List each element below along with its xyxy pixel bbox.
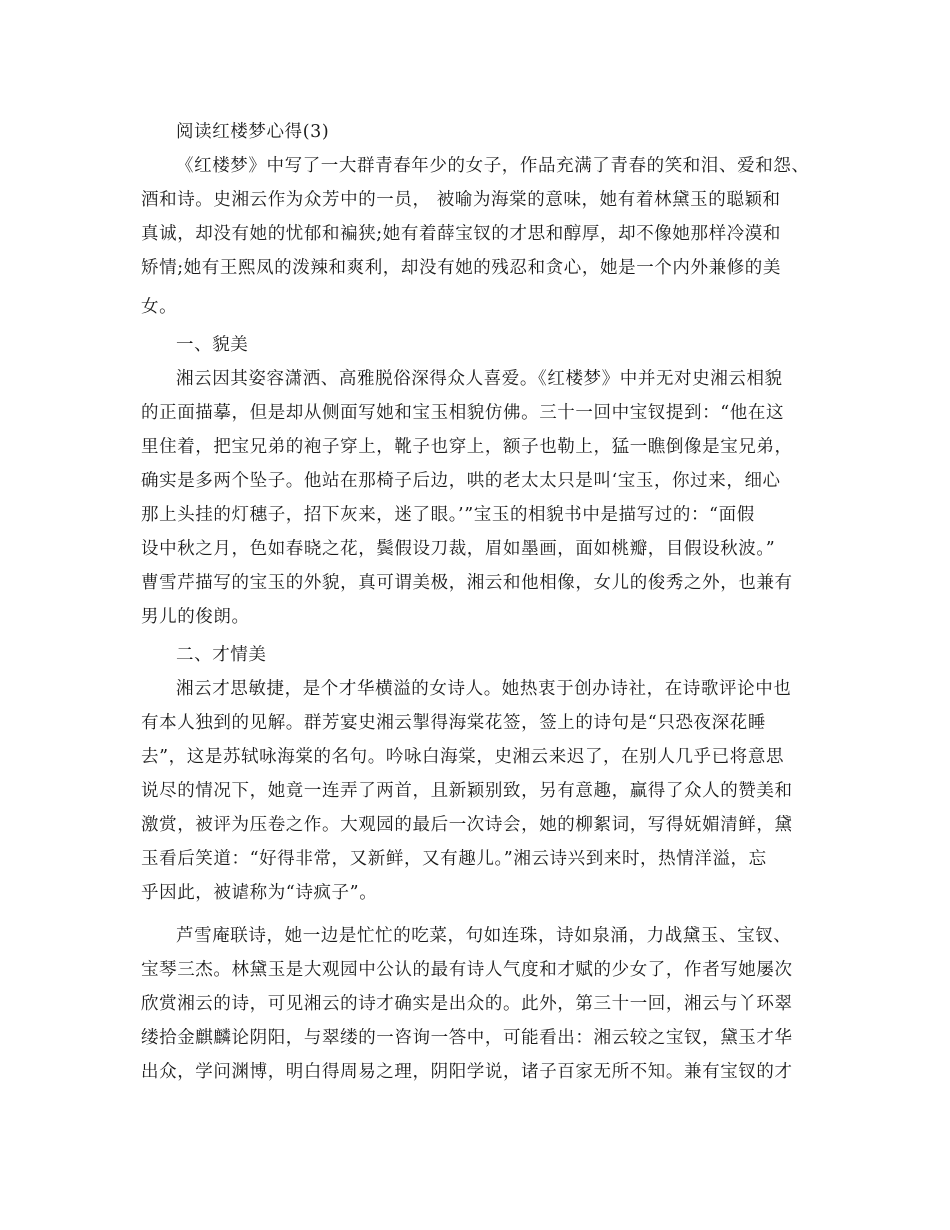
document-title: 阅读红楼梦心得(3) (176, 122, 330, 142)
paragraph-line: 缕拾金麒麟论阴阳，与翠缕的一咨询一答中，可能看出：湘云较之宝钗，黛玉才华 (141, 1028, 793, 1048)
paragraph-line: 激赏，被评为压卷之作。大观园的最后一次诗会，她的柳絮词，写得妩媚清鲜，黛 (141, 815, 793, 835)
paragraph-line: 有本人独到的见解。群芳宴史湘云掣得海棠花签，签上的诗句是“只恐夜深花睡 (141, 713, 766, 733)
paragraph-line: 去”，这是苏轼咏海棠的名句。吟咏白海棠，史湘云来迟了，在别人几乎已将意思 (141, 747, 785, 767)
paragraph-line: 真诚，却没有她的忧郁和褊狭;她有着薛宝钗的才思和醇厚，却不像她那样冷漠和 (141, 224, 781, 244)
paragraph-line: 里住着，把宝兄弟的袍子穿上，靴子也穿上，额子也勒上，猛一瞧倒像是宝兄弟， (141, 437, 793, 457)
paragraph-line: 湘云才思敏捷，是个才华横溢的女诗人。她热衷于创办诗社，在诗歌评论中也 (176, 679, 792, 699)
paragraph-line: 说尽的情况下，她竟一连弄了两首，且新颖别致，另有意趣，赢得了众人的赞美和 (141, 781, 793, 801)
paragraph-line: 玉看后笑道：“好得非常，又新鲜，又有趣儿。”湘云诗兴到来时，热情洋溢，忘 (141, 849, 767, 869)
paragraph-line: 湘云因其姿容潇洒、高雅脱俗深得众人喜爱。《红楼梦》中并无对史湘云相貌 (176, 369, 783, 389)
paragraph-line: 女。 (141, 297, 178, 317)
paragraph-line: 那上头挂的灯穗子，招下灰来，迷了眼。’”宝玉的相貌书中是描写过的：“面假 (141, 505, 755, 525)
paragraph-line: 《红楼梦》中写了一大群青春年少的女子，作品充满了青春的笑和泪、爱和怨、 (176, 156, 810, 176)
paragraph-line: 出众，学问渊博，明白得周易之理，阴阳学说，诸子百家无所不知。兼有宝钗的才 (141, 1062, 793, 1082)
paragraph-line: 设中秋之月，色如春晓之花，鬓假设刀裁，眉如墨画，面如桃瓣，目假设秋波。” (141, 539, 776, 559)
paragraph-line: 乎因此，被谑称为“诗疯子”。 (141, 883, 378, 903)
section-heading: 一、貌美 (176, 335, 249, 355)
paragraph-line: 宝琴三杰。林黛玉是大观园中公认的最有诗人气度和才赋的少女了，作者写她屡次 (141, 960, 793, 980)
paragraph-line: 芦雪庵联诗，她一边是忙忙的吃菜，句如连珠，诗如泉涌，力战黛玉、宝钗、 (176, 926, 792, 946)
paragraph-line: 的正面描摹，但是却从侧面写她和宝玉相貌仿佛。三十一回中宝钗提到：“他在这 (141, 403, 785, 423)
paragraph-line: 欣赏湘云的诗，可见湘云的诗才确实是出众的。此外，第三十一回，湘云与丫环翠 (141, 994, 793, 1014)
paragraph-line: 酒和诗。史湘云作为众芳中的一员， 被喻为海棠的意味，她有着林黛玉的聪颖和 (141, 190, 781, 210)
paragraph-line: 确实是多两个坠子。他站在那椅子后边，哄的老太太只是叫‘宝玉，你过来，细心 (141, 471, 781, 491)
paragraph-line: 曹雪芹描写的宝玉的外貌，真可谓美极，湘云和他相像，女儿的俊秀之外，也兼有 (141, 573, 793, 593)
section-heading: 二、才情美 (176, 645, 267, 665)
paragraph-line: 矫情;她有王熙凤的泼辣和爽利，却没有她的残忍和贪心，她是一个内外兼修的美 (141, 258, 781, 278)
paragraph-line: 男儿的俊朗。 (141, 607, 250, 627)
